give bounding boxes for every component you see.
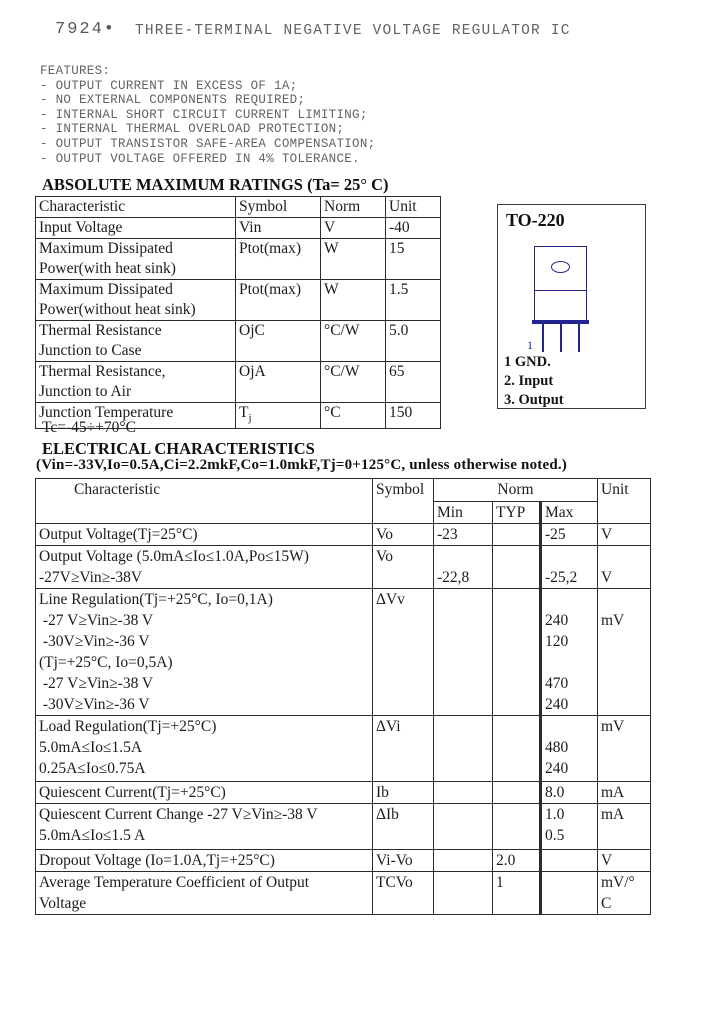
cell-text: Quiescent Current(Tj=+25°C) <box>39 784 226 801</box>
header-symbol: Symbol <box>373 479 434 524</box>
package-name: TO-220 <box>506 210 565 230</box>
package-lead-1 <box>542 324 544 352</box>
cell-unit <box>598 782 651 804</box>
cell-characteristic <box>36 872 373 915</box>
cell-characteristic <box>36 362 236 403</box>
cell-symbol <box>373 782 434 804</box>
cell-characteristic <box>36 850 373 872</box>
cell-value: 150 <box>386 403 441 429</box>
cell-text: mV <box>601 718 625 735</box>
symbol-subscript: j <box>248 412 252 425</box>
elec-title: ELECTRICAL CHARACTERISTICS <box>42 439 315 458</box>
table-row <box>36 524 651 546</box>
table-header-row <box>36 479 651 502</box>
header-min: Min <box>434 502 493 524</box>
cell-text: 470 <box>545 675 569 692</box>
table-header-row <box>36 197 441 218</box>
cell-text: -22,8 <box>437 569 470 586</box>
table-row <box>36 239 441 280</box>
cell-text: Line Regulation(Tj=+25°C, Io=0,1A) <box>39 591 273 608</box>
cell-unit <box>598 804 651 850</box>
cell-text: ΔVi <box>376 718 401 735</box>
cell-symbol: OjA <box>236 362 321 403</box>
feature-item: - OUTPUT TRANSISTOR SAFE-AREA COMPENSATION; <box>40 136 376 151</box>
cell-typ <box>493 850 541 872</box>
cell-min <box>434 782 493 804</box>
cell-min <box>434 850 493 872</box>
package-lead-2 <box>560 324 562 352</box>
cell-text: 5.0mA≤Io≤1.5 A <box>39 827 146 844</box>
cell-symbol <box>373 589 434 716</box>
cell-text <box>545 716 597 737</box>
header-characteristic: Characteristic <box>36 197 236 218</box>
cell-max <box>541 782 598 804</box>
cell-text: Output Voltage(Tj=25°C) <box>39 526 198 543</box>
feature-item: - INTERNAL SHORT CIRCUIT CURRENT LIMITING; <box>40 107 368 122</box>
cell-text: Voltage <box>39 895 87 912</box>
cell-text: mA <box>601 806 625 823</box>
table-row <box>36 850 651 872</box>
cell-unit <box>598 524 651 546</box>
cell-text: mA <box>601 784 625 801</box>
cell-text: ΔVv <box>376 591 405 608</box>
tc-range-note: Tc=-45÷+70°C <box>42 419 136 436</box>
cell-text: -30V≥Vin≥-36 V <box>39 633 150 650</box>
feature-item: - INTERNAL THERMAL OVERLOAD PROTECTION; <box>40 122 345 137</box>
cell-text: -30V≥Vin≥-36 V <box>39 696 150 713</box>
cell-max <box>541 872 598 915</box>
cell-text: 8.0 <box>545 784 565 801</box>
header-max: Max <box>541 502 598 524</box>
cell-text <box>545 652 597 673</box>
pin-label-output: 3. Output <box>504 392 564 408</box>
cell-text <box>601 589 650 610</box>
header-norm: Norm <box>321 197 386 218</box>
elec-conditions: (Vin=-33V,Io=0.5A,Ci=2.2mkF,Co=1.0mkF,Tj=0+125°C, unless otherwise noted.) <box>36 457 568 473</box>
cell-min <box>434 524 493 546</box>
cell-text: V <box>601 569 613 586</box>
cell-text <box>437 546 492 567</box>
cell-norm: °C <box>321 403 386 429</box>
cell-text: Power(with heat sink) <box>39 260 176 277</box>
table-row <box>36 362 441 403</box>
table-row <box>36 280 441 321</box>
cell-max <box>541 589 598 716</box>
cell-text: Junction to Case <box>39 342 142 359</box>
header-characteristic: Characteristic <box>36 479 373 524</box>
cell-text: 240 <box>545 612 569 629</box>
package-outline <box>534 246 587 322</box>
feature-item: - OUTPUT VOLTAGE OFFERED IN 4% TOLERANCE. <box>40 151 360 166</box>
cell-text: 5.0mA≤Io≤1.5A <box>39 739 143 756</box>
cell-typ <box>493 524 541 546</box>
pin-label-input: 2. Input <box>504 373 554 389</box>
cell-text: -23 <box>437 526 458 543</box>
feature-item: - NO EXTERNAL COMPONENTS REQUIRED; <box>40 93 306 108</box>
cell-text: -27 V≥Vin≥-38 V <box>39 612 154 629</box>
cell-text: 480 <box>545 739 569 756</box>
package-divider-line <box>534 290 587 291</box>
cell-text: 0.5 <box>545 827 565 844</box>
cell-norm: W <box>321 239 386 280</box>
cell-characteristic <box>36 524 373 546</box>
cell-text: 2.0 <box>496 852 516 869</box>
cell-text: 0.25A≤Io≤0.75A <box>39 760 146 777</box>
cell-text <box>545 546 597 567</box>
table-row <box>36 589 651 716</box>
cell-text: Input Voltage <box>39 219 123 236</box>
cell-characteristic <box>36 321 236 362</box>
cell-typ <box>493 716 541 782</box>
cell-symbol <box>373 850 434 872</box>
cell-text: mV/° <box>601 874 635 891</box>
cell-max <box>541 524 598 546</box>
cell-text: (Tj=+25°C, Io=0,5A) <box>39 654 173 671</box>
cell-text: 1.0 <box>545 806 565 823</box>
cell-text: Ib <box>376 784 389 801</box>
cell-norm: °C/W <box>321 362 386 403</box>
cell-typ <box>493 872 541 915</box>
elec-table <box>35 478 651 915</box>
package-diagram-box <box>497 204 646 409</box>
cell-text: -27V≥Vin≥-38V <box>39 569 143 586</box>
cell-symbol: Ptot(max) <box>236 239 321 280</box>
features-heading: FEATURES: <box>40 64 111 78</box>
cell-text: V <box>601 526 613 543</box>
cell-text: V <box>601 852 613 869</box>
cell-max <box>541 850 598 872</box>
cell-text: C <box>601 895 612 912</box>
cell-typ <box>493 782 541 804</box>
abs-max-title: ABSOLUTE MAXIMUM RATINGS (Ta= 25° C) <box>42 175 389 194</box>
cell-text: TCVo <box>376 874 413 891</box>
table-row <box>36 716 651 782</box>
cell-norm: °C/W <box>321 321 386 362</box>
cell-text: Quiescent Current Change -27 V≥Vin≥-38 V <box>39 806 318 823</box>
cell-text: 120 <box>545 633 569 650</box>
cell-min <box>434 804 493 850</box>
cell-max <box>541 546 598 589</box>
cell-text: Vo <box>376 526 393 543</box>
table-row <box>36 546 651 589</box>
cell-text: ΔIb <box>376 806 399 823</box>
cell-characteristic <box>36 804 373 850</box>
cell-text: Maximum Dissipated <box>39 240 173 257</box>
table-row <box>36 804 651 850</box>
abs-max-table <box>35 196 441 429</box>
header-unit: Unit <box>598 479 651 524</box>
cell-text: Vo <box>376 548 393 565</box>
cell-symbol: OjC <box>236 321 321 362</box>
part-number: 7924• <box>55 20 117 39</box>
package-lead-3 <box>578 324 580 352</box>
table-row <box>36 218 441 239</box>
cell-symbol <box>236 403 321 429</box>
cell-min <box>434 872 493 915</box>
cell-text: Thermal Resistance, <box>39 363 166 380</box>
cell-text: Thermal Resistance <box>39 322 162 339</box>
table-row <box>36 782 651 804</box>
cell-text: 1 <box>496 874 504 891</box>
table-row <box>36 872 651 915</box>
cell-text: Output Voltage (5.0mA≤Io≤1.0A,Po≤15W) <box>39 548 309 565</box>
cell-text: 240 <box>545 760 569 777</box>
header-symbol: Symbol <box>236 197 321 218</box>
cell-text: -25 <box>545 526 566 543</box>
cell-characteristic <box>36 589 373 716</box>
doc-title: THREE-TERMINAL NEGATIVE VOLTAGE REGULATOR IC <box>135 23 571 39</box>
symbol-main: T <box>239 404 249 421</box>
cell-symbol: Vin <box>236 218 321 239</box>
header-typ: TYP <box>493 502 541 524</box>
header-unit: Unit <box>386 197 441 218</box>
cell-text: Junction to Air <box>39 383 132 400</box>
cell-text: Maximum Dissipated <box>39 281 173 298</box>
cell-value: 65 <box>386 362 441 403</box>
cell-text <box>545 589 597 610</box>
cell-unit <box>598 872 651 915</box>
cell-text: Dropout Voltage (Io=1.0A,Tj=+25°C) <box>39 852 275 869</box>
cell-text: -27 V≥Vin≥-38 V <box>39 675 154 692</box>
cell-characteristic <box>36 280 236 321</box>
cell-text: -25,2 <box>545 569 578 586</box>
cell-value: 15 <box>386 239 441 280</box>
cell-characteristic <box>36 218 236 239</box>
cell-max <box>541 804 598 850</box>
cell-characteristic <box>36 716 373 782</box>
cell-unit <box>598 546 651 589</box>
cell-symbol <box>373 716 434 782</box>
table-row <box>36 321 441 362</box>
cell-text: Load Regulation(Tj=+25°C) <box>39 718 217 735</box>
cell-value: -40 <box>386 218 441 239</box>
header-norm: Norm <box>434 479 598 502</box>
cell-unit <box>598 589 651 716</box>
cell-characteristic <box>36 546 373 589</box>
mounting-hole-icon <box>551 261 570 273</box>
pin-label-gnd: 1 GND. <box>504 354 551 370</box>
cell-max <box>541 716 598 782</box>
pin-labels <box>504 353 564 410</box>
cell-typ <box>493 804 541 850</box>
cell-text: Vi-Vo <box>376 852 413 869</box>
features-list <box>40 64 375 166</box>
cell-min <box>434 589 493 716</box>
cell-symbol: Ptot(max) <box>236 280 321 321</box>
cell-symbol <box>373 804 434 850</box>
cell-norm: V <box>321 218 386 239</box>
cell-characteristic <box>36 239 236 280</box>
cell-symbol <box>373 546 434 589</box>
cell-value: 5.0 <box>386 321 441 362</box>
cell-text: mV <box>601 612 625 629</box>
cell-text <box>601 546 650 567</box>
pin1-mark: 1 <box>527 338 533 352</box>
cell-value: 1.5 <box>386 280 441 321</box>
cell-min <box>434 716 493 782</box>
cell-characteristic <box>36 782 373 804</box>
cell-text: Average Temperature Coefficient of Output <box>39 874 310 891</box>
cell-text: Power(without heat sink) <box>39 301 196 318</box>
cell-unit <box>598 850 651 872</box>
cell-unit <box>598 716 651 782</box>
cell-symbol <box>373 524 434 546</box>
feature-item: - OUTPUT CURRENT IN EXCESS OF 1A; <box>40 78 298 93</box>
cell-typ <box>493 589 541 716</box>
cell-min <box>434 546 493 589</box>
cell-typ <box>493 546 541 589</box>
cell-symbol <box>373 872 434 915</box>
cell-text: 240 <box>545 696 569 713</box>
cell-text: Junction Temperature <box>39 404 174 421</box>
cell-norm: W <box>321 280 386 321</box>
